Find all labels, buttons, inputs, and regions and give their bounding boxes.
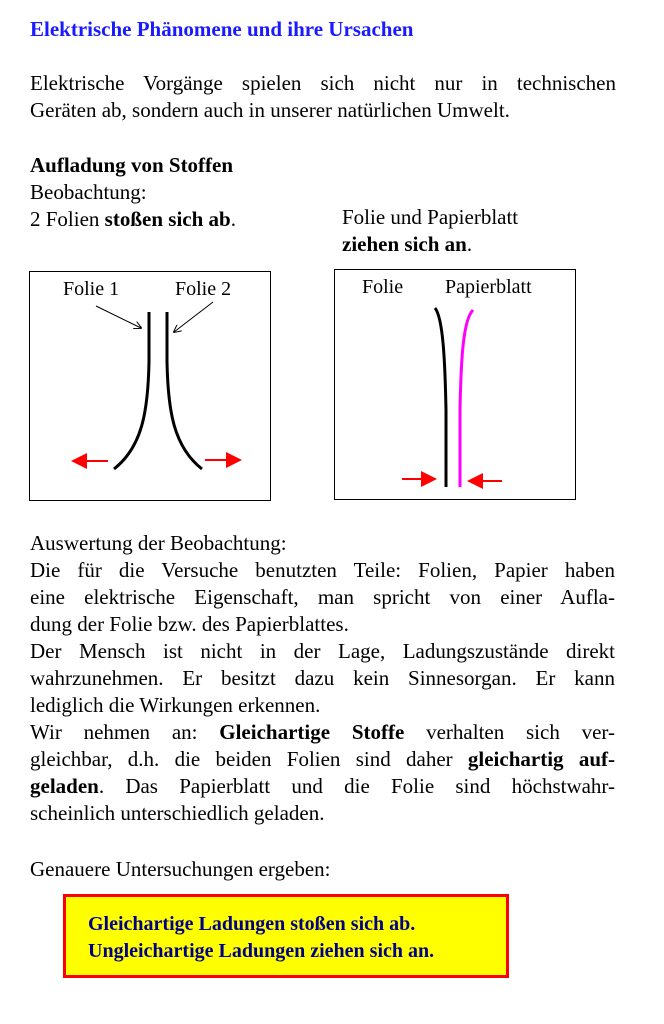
figure2-label-folie: Folie: [362, 276, 404, 298]
evaluation-line-3: eine elektrische Eigenschaft, man spricht von einer Aufla-: [30, 585, 615, 609]
evaluation-line-7: lediglich die Wirkungen erkennen.: [30, 693, 321, 717]
evaluation-line-8-bold: Gleichartige Stoffe: [219, 720, 405, 744]
evaluation-line-10-b: . Das Papierblatt und die Folie sind höchstwahr-: [98, 774, 615, 798]
foil: [435, 308, 446, 487]
foil-2: [167, 312, 202, 469]
evaluation-line-6: wahrzunehmen. Er besitzt dazu kein Sinnesorgan. Er kann: [30, 666, 615, 690]
intro-line-2: Geräten ab, sondern auch in unserer natürlichen Umwelt.: [30, 98, 510, 122]
observation-2-line-1: Folie und Papierblatt: [342, 205, 519, 229]
evaluation-line-10-bold: geladen: [30, 774, 99, 798]
evaluation-line-8: [30, 719, 615, 746]
observation-1-bold: stoßen sich ab: [104, 207, 231, 231]
conclusion-intro: Genauere Untersuchungen ergeben:: [30, 857, 331, 881]
observation-1-suffix: .: [230, 207, 236, 231]
foil-1: [114, 312, 149, 469]
evaluation-line-9-bold: gleichartig auf-: [467, 747, 615, 771]
evaluation-line-4: dung der Folie bzw. des Papierblattes.: [30, 612, 349, 636]
figure-foil-paper-attract: [334, 269, 576, 500]
result-line-1: Gleichartige Ladungen stoßen sich ab.: [88, 913, 416, 935]
pointer-folie-1: [96, 306, 141, 328]
observation-2-bold: ziehen sich an: [342, 232, 467, 256]
evaluation-line-8-c: verhalten sich ver-: [404, 720, 615, 744]
observation-1-prefix: 2 Folien: [30, 207, 105, 231]
figure-foils-repel: [29, 271, 271, 501]
evaluation-line-8-a: Wir nehmen an:: [30, 720, 220, 744]
section-heading: Aufladung von Stoffen: [30, 153, 234, 177]
evaluation-line-5: Der Mensch ist nicht in der Lage, Ladungszustände direkt: [30, 639, 615, 663]
pointer-folie-2: [174, 302, 213, 332]
observation-1: [30, 206, 236, 233]
evaluation-line-9-a: gleichbar, d.h. die beiden Folien sind daher: [30, 747, 468, 771]
intro-line-1: Elektrische Vorgänge spielen sich nicht nur in technischen: [30, 71, 616, 95]
evaluation-line-10: [30, 773, 615, 800]
page-title: Elektrische Phänomene und ihre Ursachen: [30, 17, 414, 41]
figure1-label-folie-1: Folie 1: [63, 278, 120, 300]
observation-2-suffix: .: [466, 232, 473, 256]
figure2-drawing: [335, 270, 575, 499]
evaluation-line-2: Die für die Versuche benutzten Teile: Folien, Papier haben: [30, 558, 615, 582]
paper-sheet: [460, 310, 473, 487]
evaluation-line-9: [30, 746, 615, 773]
figure2-label-papierblatt: Papierblatt: [445, 276, 532, 298]
result-line-2: Ungleichartige Ladungen ziehen sich an.: [88, 940, 435, 962]
evaluation-heading: Auswertung der Beobachtung:: [30, 531, 287, 555]
observation-2-line-2: [342, 231, 472, 258]
result-box: [63, 894, 509, 978]
figure1-label-folie-2: Folie 2: [175, 278, 232, 300]
observation-label: Beobachtung:: [30, 180, 147, 204]
evaluation-line-11: scheinlich unterschiedlich geladen.: [30, 801, 325, 825]
figure1-drawing: [30, 272, 270, 500]
